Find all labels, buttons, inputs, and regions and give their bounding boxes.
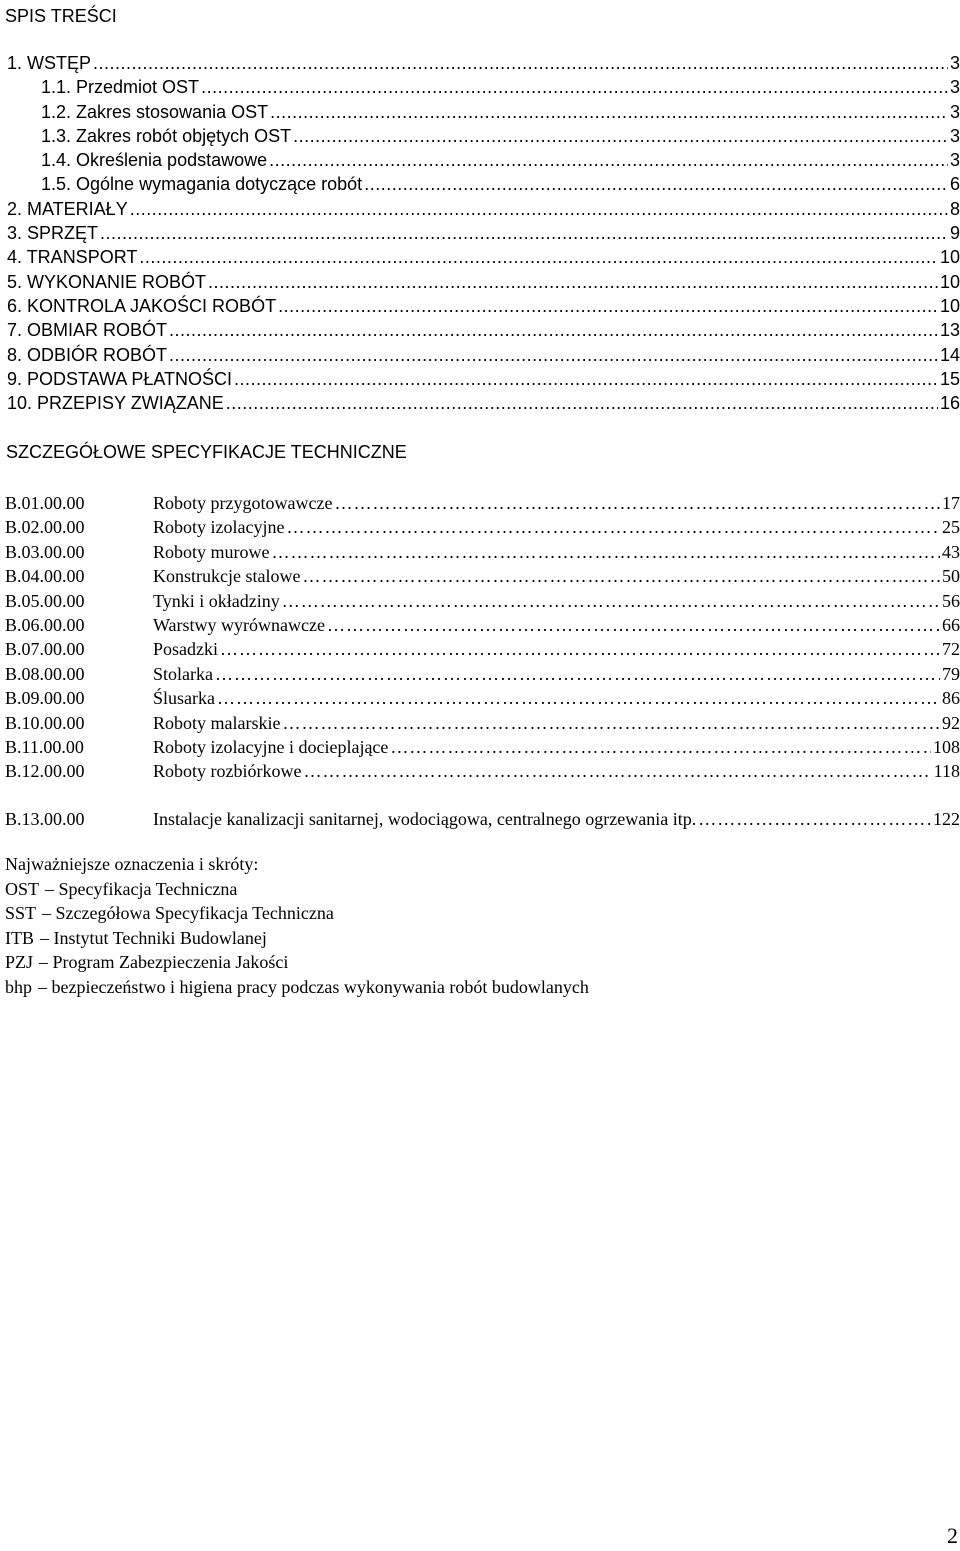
toc-entry[interactable] xyxy=(0,391,960,415)
spec-code: B.06.00.00 xyxy=(5,614,85,635)
toc-entry-page: 9 xyxy=(949,223,960,244)
spec-entry[interactable] xyxy=(0,613,960,637)
spec-title: Roboty przygotowawcze xyxy=(153,493,333,513)
toc-entry-label: 10. PRZEPISY ZWIĄZANE xyxy=(7,393,224,414)
spec-code: B.11.00.00 xyxy=(5,736,84,757)
abbreviation-meaning: – Szczegółowa Specyfikacja Techniczna xyxy=(42,903,334,924)
leader-dots xyxy=(217,686,940,710)
toc-entry-page: 16 xyxy=(939,393,960,414)
spec-code: B.08.00.00 xyxy=(5,663,85,684)
toc-entry[interactable] xyxy=(0,100,960,124)
abbreviation-meaning: – Program Zabezpieczenia Jakości xyxy=(39,952,289,973)
toc-entry-page: 3 xyxy=(949,53,960,73)
leader-dots xyxy=(302,564,940,588)
spec-page: 66 xyxy=(942,614,960,635)
spec-page: 25 xyxy=(942,517,960,538)
toc-entry-page: 13 xyxy=(939,320,960,341)
toc-entry[interactable] xyxy=(0,245,960,269)
spec-page: 56 xyxy=(942,590,960,611)
leader-dots xyxy=(327,613,940,637)
leader-dots xyxy=(93,51,948,75)
toc-entry[interactable] xyxy=(0,51,960,75)
leader-dots xyxy=(334,491,940,515)
leader-dots xyxy=(270,100,948,124)
abbreviation-code: SST xyxy=(5,903,37,924)
toc-entry-label: 1.1. Przedmiot OST xyxy=(41,77,200,98)
spec-title: Konstrukcje stalowe xyxy=(153,566,301,587)
spec-entry[interactable] xyxy=(0,589,960,613)
spec-page: 108 xyxy=(933,736,960,757)
leader-dots xyxy=(698,807,931,831)
spec-code: B.09.00.00 xyxy=(5,688,85,709)
toc-entry[interactable] xyxy=(0,172,960,196)
abbreviations-section xyxy=(5,852,589,1000)
page-number: 2 xyxy=(947,1523,958,1548)
spec-page: 79 xyxy=(942,663,960,684)
spec-entry[interactable] xyxy=(0,759,960,783)
toc-entry-label: 1.5. Ogólne wymagania dotyczące robót xyxy=(41,174,363,195)
toc-entry[interactable] xyxy=(0,197,960,221)
spec-title: Instalacje kanalizacji sanitarnej, wodociągowa, centralnego ogrzewania itp. xyxy=(153,808,697,829)
toc-entry-label: 9. PODSTAWA PŁATNOŚCI xyxy=(7,368,233,389)
leader-dots xyxy=(272,540,941,564)
leader-dots xyxy=(130,197,948,221)
toc-entry-label: 1.3. Zakres robót objętych OST xyxy=(41,125,292,146)
spec-entry[interactable] xyxy=(0,564,960,588)
toc-entry-page: 10 xyxy=(939,295,960,316)
leader-dots xyxy=(364,172,948,196)
leader-dots xyxy=(234,367,938,391)
spec-code: B.07.00.00 xyxy=(5,639,85,660)
abbreviation-meaning: – Instytut Techniki Budowlanej xyxy=(40,927,267,948)
spec-code: B.01.00.00 xyxy=(5,493,85,513)
toc-entry-page: 10 xyxy=(939,247,960,268)
toc-entry-page: 15 xyxy=(939,368,960,389)
abbreviations-heading: Najważniejsze oznaczenia i skróty: xyxy=(5,854,259,874)
toc-entry-page: 3 xyxy=(949,101,960,122)
spec-page: 72 xyxy=(942,639,960,660)
leader-dots xyxy=(390,735,931,759)
spec-title: Roboty izolacyjne i docieplające xyxy=(153,736,389,757)
toc-entry-label: 8. ODBIÓR ROBÓT xyxy=(7,344,168,365)
toc-entry-label: 1.2. Zakres stosowania OST xyxy=(41,101,269,122)
toc-entry-label: 5. WYKONANIE ROBÓT xyxy=(7,271,207,292)
spec-page: 43 xyxy=(942,541,960,562)
spec-entry[interactable] xyxy=(0,491,960,515)
toc-entry-label: 1.4. Określenia podstawowe xyxy=(41,150,268,171)
spec-page: 122 xyxy=(933,808,960,829)
abbreviation-meaning: – bezpieczeństwo i higiena pracy podczas wykonywania robót budowlanych xyxy=(38,976,589,997)
toc-entry-page: 3 xyxy=(949,77,960,98)
abbreviation-meaning: – Specyfikacja Techniczna xyxy=(45,878,238,899)
spec-title: Roboty malarskie xyxy=(153,712,281,733)
spec-page: 92 xyxy=(942,712,960,733)
spec-code: B.03.00.00 xyxy=(5,541,85,562)
leader-dots xyxy=(169,343,938,367)
leader-dots xyxy=(286,515,940,539)
table-of-contents xyxy=(0,51,960,415)
leader-dots xyxy=(139,245,938,269)
spec-title: Ślusarka xyxy=(153,688,215,709)
spec-title: Stolarka xyxy=(153,663,213,684)
abbreviation-code: ITB xyxy=(5,927,34,948)
toc-entry[interactable] xyxy=(0,221,960,245)
leader-dots xyxy=(220,637,940,661)
toc-entry[interactable] xyxy=(0,75,960,99)
spec-title: Tynki i okładziny xyxy=(153,590,280,611)
spec-entry[interactable] xyxy=(0,686,960,710)
toc-entry[interactable] xyxy=(0,148,960,172)
toc-entry[interactable] xyxy=(0,367,960,391)
abbreviation-item xyxy=(5,901,589,926)
leader-dots xyxy=(303,759,931,783)
spec-code: B.02.00.00 xyxy=(5,517,85,538)
spec-title: Warstwy wyrównawcze xyxy=(153,614,325,635)
spec-entry[interactable] xyxy=(0,662,960,686)
leader-dots xyxy=(169,318,938,342)
specification-list xyxy=(0,491,960,831)
toc-entry-label: 2. MATERIAŁY xyxy=(7,198,128,219)
section-heading: SZCZEGÓŁOWE SPECYFIKACJE TECHNICZNE xyxy=(6,442,407,462)
toc-entry-page: 14 xyxy=(939,344,960,365)
abbreviation-code: OST xyxy=(5,878,40,899)
spec-code: B.12.00.00 xyxy=(5,761,85,782)
toc-entry-page: 3 xyxy=(949,150,960,171)
spec-page: 50 xyxy=(942,566,960,587)
leader-dots xyxy=(208,270,938,294)
toc-entry-page: 10 xyxy=(939,271,960,292)
toc-entry[interactable] xyxy=(0,318,960,342)
leader-dots xyxy=(278,294,938,318)
spec-entry[interactable] xyxy=(0,515,960,539)
leader-dots xyxy=(282,589,940,613)
toc-entry[interactable] xyxy=(0,124,960,148)
leader-dots xyxy=(201,75,948,99)
abbreviation-item xyxy=(5,950,589,975)
spec-title: Roboty izolacyjne xyxy=(153,517,285,538)
spec-title: Posadzki xyxy=(153,639,218,660)
spec-page: 86 xyxy=(942,688,960,709)
spec-code: B.10.00.00 xyxy=(5,712,85,733)
toc-entry[interactable] xyxy=(0,343,960,367)
abbreviation-item xyxy=(5,926,589,951)
spec-entry[interactable] xyxy=(0,807,960,831)
spec-page: 118 xyxy=(933,761,960,782)
toc-entry[interactable] xyxy=(0,294,960,318)
toc-entry-label: 7. OBMIAR ROBÓT xyxy=(7,320,168,341)
abbreviation-code: PZJ xyxy=(5,952,34,973)
abbreviation-item xyxy=(5,877,589,902)
toc-entry-label: 3. SPRZĘT xyxy=(7,223,99,244)
spec-entry[interactable] xyxy=(0,711,960,735)
spec-code: B.13.00.00 xyxy=(5,808,85,829)
spec-entry[interactable] xyxy=(0,637,960,661)
abbreviation-item xyxy=(5,975,589,1000)
toc-entry[interactable] xyxy=(0,270,960,294)
spec-page: 17 xyxy=(942,493,960,513)
leader-dots xyxy=(100,221,948,245)
spec-title: Roboty rozbiórkowe xyxy=(153,761,302,782)
spec-code: B.04.00.00 xyxy=(5,566,85,587)
spec-entry[interactable] xyxy=(0,540,960,564)
page-title: SPIS TREŚCI xyxy=(5,6,117,26)
spec-entry[interactable] xyxy=(0,735,960,759)
toc-entry-page: 8 xyxy=(949,198,960,219)
toc-entry-label: 4. TRANSPORT xyxy=(7,247,138,268)
toc-entry-label: 1. WSTĘP xyxy=(7,53,92,73)
toc-entry-page: 3 xyxy=(949,125,960,146)
spec-title: Roboty murowe xyxy=(153,541,270,562)
leader-dots xyxy=(215,662,940,686)
toc-entry-label: 6. KONTROLA JAKOŚCI ROBÓT xyxy=(7,295,277,316)
abbreviation-code: bhp xyxy=(5,976,32,997)
leader-dots xyxy=(293,124,948,148)
leader-dots xyxy=(269,148,948,172)
leader-dots xyxy=(282,711,940,735)
spec-code: B.05.00.00 xyxy=(5,590,85,611)
leader-dots xyxy=(226,391,938,415)
toc-entry-page: 6 xyxy=(949,174,960,195)
